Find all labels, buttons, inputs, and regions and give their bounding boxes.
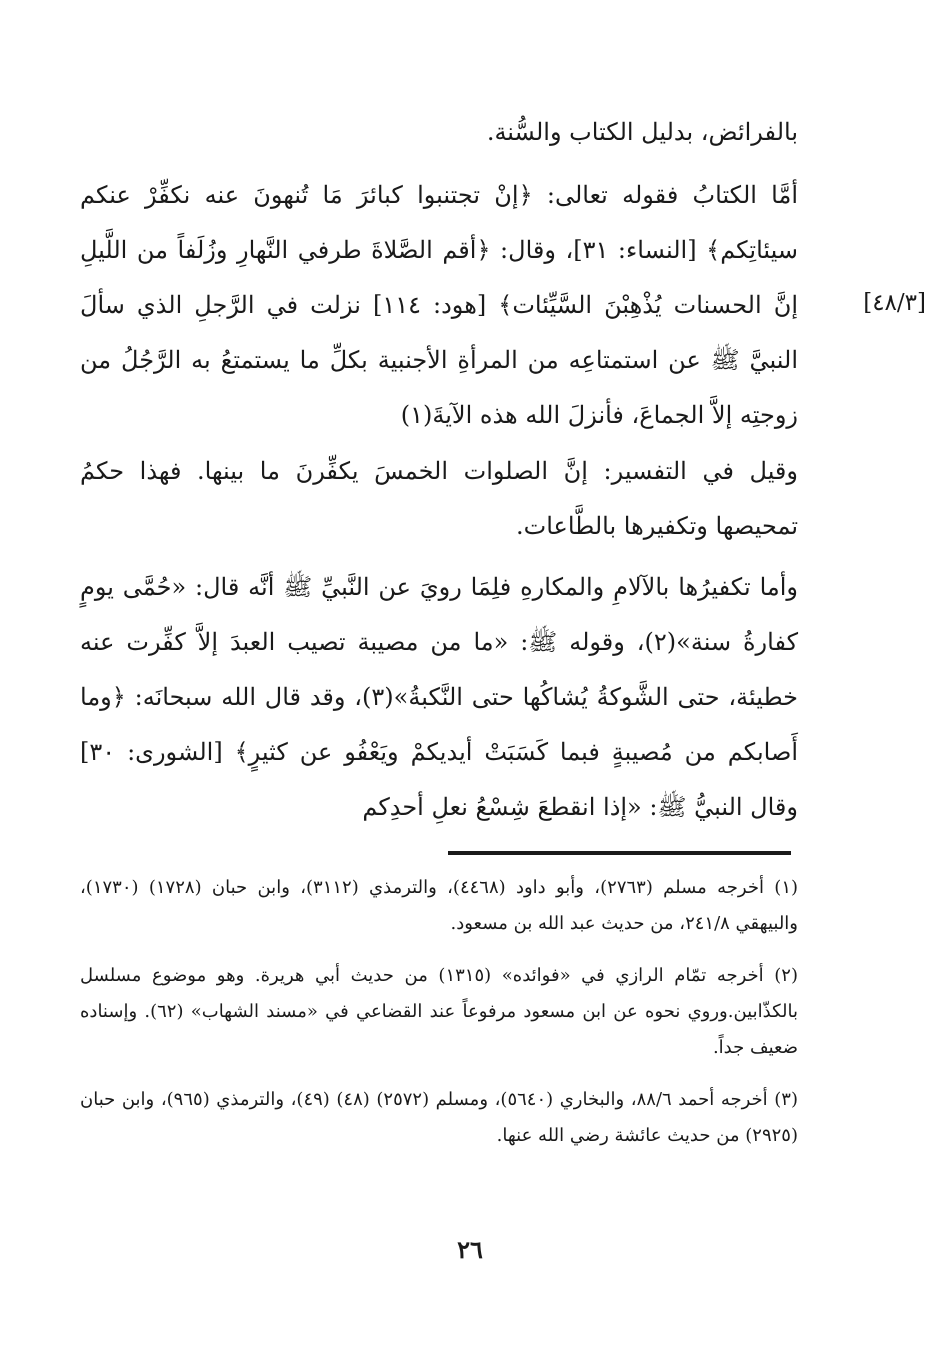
paragraph-2: أمَّا الكتابُ فقوله تعالى: ﴿إنْ تجتنبوا كبائرَ مَا تُنهونَ عنه نكفِّرْ عنكم سيئاتِكم﴾ [النساء: ٣١]، وقال: ﴿أقم الصَّلاةَ طرفي النَّهارِ وزُلَفاً من اللَّيلِ إنَّ الحسنات يُذْهِبْنَ السَّيِّئات﴾ [هود: ١١٤] نزلت في الرَّجلِ الذي سألَ النبيَّ ﷺ عن استمتاعِه من المرأةِ الأجنبية بكلِّ ما يستمتعُ به الرَّجُلُ من زوجتِه إلاَّ الجماعَ، فأنزلَ الله هذه الآيةَ(١) [80,181,799,429]
footnote-2: (٢) أخرجه تمّام الرازي في «فوائده» (١٣١٥) من حديث أبي هريرة. وهو موضوع مسلسل بالكذّابين.وروي نحوه عن ابن مسعود مرفوعاً عند القضاعي في «مسند الشهاب» (٦٢). وإسناده ضعيف جداً. [80,965,798,1058]
footnote-1: (١) أخرجه مسلم (٢٧٦٣)، وأبو داود (٤٤٦٨)، والترمذي (٣١١٢)، وابن حبان (١٧٢٨) (١٧٣٠)، والبيهقي ٢٤١/٨، من حديث عبد الله بن مسعود. [80,877,799,934]
footnote-separator [448,851,791,855]
paragraph-1: بالفرائض، بدليل الكتاب والسُّنة. [486,118,798,146]
page-number: ٢٦ [457,1235,483,1264]
footnote-3: (٣) أخرجه أحمد ٨٨/٦، والبخاري (٥٦٤٠)، ومسلم (٢٥٧٢) (٤٨) (٤٩)، والترمذي (٩٦٥)، وابن حبان (٢٩٢٥) من حديث عائشة رضي الله عنها. [80,1089,798,1146]
paragraph-3: وقيل في التفسير: إنَّ الصلوات الخمسَ يكفِّرنَ ما بينها. فهذا حكمُ تمحيصها وتكفيرها بالطَّاعات. [80,457,798,540]
paragraph-4: وأما تكفيرُها بالآلامِ والمكارهِ فلِمَا رويَ عن النَّبيِّ ﷺ أنَّه قال: «حُمَّى يومٍ كفارةُ سنة»(٢)، وقوله ﷺ: «ما من مصيبة تصيب العبدَ إلاَّ كفِّرت عنه خطيئة، حتى الشَّوكةُ يُشاكُها حتى النَّكبةُ»(٣)، وقد قال الله سبحانَه: ﴿وما أَصابكم من مُصيبةٍ فبما كَسَبَتْ أيديكمْ ويَعْفُو عن كثيرٍ﴾ [الشورى: ٣٠] وقال النبيُّ ﷺ: «إذا انقطعَ شِسْعُ نعلِ أحدِكم [80,573,799,821]
margin-reference: [٤٨/٣] [863,290,926,316]
footnotes [80,870,798,1170]
